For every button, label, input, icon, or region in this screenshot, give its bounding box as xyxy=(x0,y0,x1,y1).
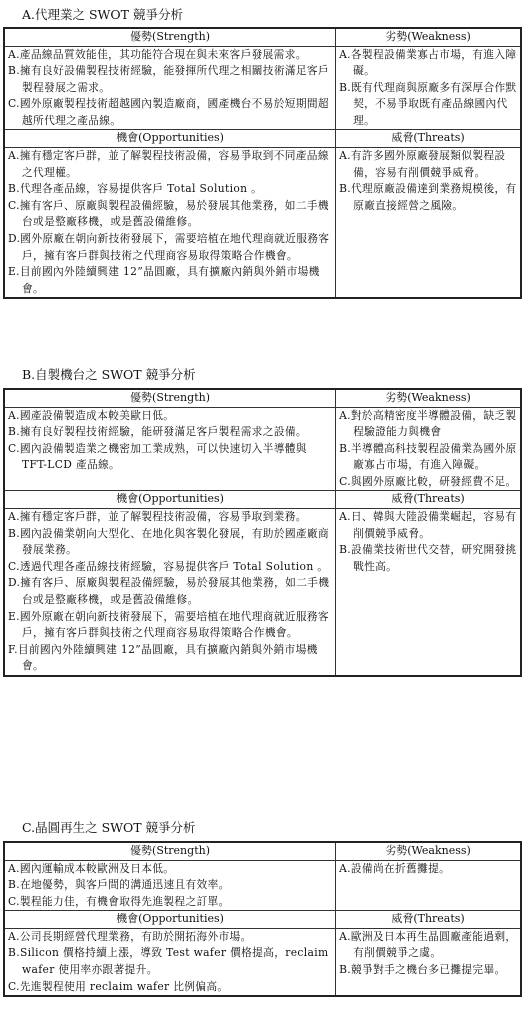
strength-item: A.產品線品質效能佳，其功能符合現在與未來客戶發展需求。 xyxy=(8,47,307,61)
strength-cell xyxy=(4,46,336,130)
strength-item: B.在地優勢，與客戶間的溝通迅速且有效率。 xyxy=(8,878,230,892)
section-a-title: A.代理業之 SWOT 競爭分析 xyxy=(22,7,183,22)
opportunity-header: 機會(Opportunities) xyxy=(4,911,336,929)
threat-cell xyxy=(336,508,521,675)
weakness-item: A.對於高精密度半導體設備，缺乏製程驗證能力與機會 xyxy=(339,408,517,439)
weakness-header: 劣勢(Weakness) xyxy=(336,842,521,860)
strength-item: B.擁有良好設備製程技術經驗，能發揮所代理之相關技術滿足客戶製程發展之需求。 xyxy=(8,64,330,94)
threat-header: 威脅(Threats) xyxy=(336,911,521,929)
threat-item: A.歐洲及日本再生晶圓廠產能過剩，有削價競爭之虞。 xyxy=(339,929,517,960)
opportunity-item: A.擁有穩定客戶群，並了解製程技術設備，容易爭取到業務。 xyxy=(8,509,307,523)
weakness-item: B.半導體高科技製程設備業為國外原廠寡占市場，有進入障礙。 xyxy=(339,441,517,472)
opportunity-item: C.透過代理各產品線技術經驗，容易提供客戶 Total Solution 。 xyxy=(8,559,329,573)
opportunity-item: A.公司長期經營代理業務，有助於開拓海外市場。 xyxy=(8,929,252,943)
opportunity-header: 機會(Opportunities) xyxy=(4,491,336,509)
weakness-cell xyxy=(336,860,521,911)
opportunity-item: B.代理各產品線，容易提供客戶 Total Solution 。 xyxy=(8,182,263,196)
opportunity-item: E.國外原廠在朝向新技術發展下，需要培植在地代理商就近服務客戶，擁有客戶群與技術之代理商容易取得策略合作機會。 xyxy=(8,609,329,640)
weakness-header: 劣勢(Weakness) xyxy=(336,389,521,407)
threat-item: B.代理原廠設備達到業務規模後，有原廠直接經營之風險。 xyxy=(339,182,517,212)
opportunity-item: D.擁有客戶、原廠與製程設備經驗，易於發展其他業務，如二手機台或是整廠移機，或是舊設備維修。 xyxy=(8,576,330,606)
strength-item: A.國內運輸成本較歐洲及日本低。 xyxy=(8,861,175,875)
opportunity-item: E.目前國內外陸續興建 12”晶圓廠，具有擴廠內銷與外銷市場機會。 xyxy=(8,265,320,295)
strength-header: 優勢(Strength) xyxy=(4,28,336,46)
opportunity-item: B.Silicon 價格持續上漲，導致 Test wafer 價格提高，reclaim wafer 使用率亦跟著提升。 xyxy=(8,946,329,976)
weakness-item: B.既有代理商與原廠多有深厚合作默契，不易爭取既有產品線國內代理。 xyxy=(339,80,517,127)
threat-item: A.日、韓與大陸設備業崛起，容易有削價競爭威脅。 xyxy=(339,509,517,540)
threat-cell xyxy=(336,928,521,996)
threat-item: B.設備業技術世代交替，研究開發挑戰性高。 xyxy=(339,543,517,573)
opportunity-cell xyxy=(4,508,336,675)
weakness-item: A.各製程設備業寡占市場，有進入障礙。 xyxy=(339,47,517,78)
weakness-cell xyxy=(336,46,521,130)
strength-item: C.製程能力佳，有機會取得先進製程之訂單。 xyxy=(8,894,230,908)
weakness-item: C.與國外原廠比較，研發經費不足。 xyxy=(339,474,517,488)
strength-header: 優勢(Strength) xyxy=(4,389,336,407)
strength-cell xyxy=(4,407,336,491)
swot-table-b xyxy=(3,388,522,677)
strength-item: C.國外原廠製程技術超越國內製造廠商，國產機台不易於短期間超越所代理之產品線。 xyxy=(8,97,329,127)
opportunity-cell xyxy=(4,928,336,996)
strength-item: B.擁有良好製程技術經驗，能研發滿足客戶製程需求之設備。 xyxy=(8,425,307,439)
opportunity-item: F.目前國內外陸續興建 12”晶圓廠，具有擴廠內銷與外銷市場機會。 xyxy=(8,642,318,673)
opportunity-cell xyxy=(4,147,336,298)
threat-header: 威脅(Threats) xyxy=(336,130,521,148)
opportunity-item: C.先進製程使用 reclaim wafer 比例偏高。 xyxy=(8,979,229,993)
section-b-title: B.自製機台之 SWOT 競爭分析 xyxy=(22,367,196,382)
opportunity-item: D.國外原廠在朝向新技術發展下，需要培植在地代理商就近服務客戶，擁有客戶群與技術之代理商容易取得策略合作機會。 xyxy=(8,231,330,262)
weakness-header: 劣勢(Weakness) xyxy=(336,28,521,46)
threat-item: A.有許多國外原廠發展類似製程設備，容易有削價競爭威脅。 xyxy=(339,148,506,179)
opportunity-item: B.國內設備業朝向大型化、在地化與客製化發展，有助於國產廠商發展業務。 xyxy=(8,526,330,557)
opportunity-item: A.擁有穩定客戶群，並了解製程技術設備，容易爭取到不同產品線之代理權。 xyxy=(8,148,329,179)
section-c-title: C.晶圓再生之 SWOT 競爭分析 xyxy=(22,820,196,835)
weakness-cell xyxy=(336,407,521,491)
strength-cell xyxy=(4,860,336,911)
strength-item: A.國產設備製造成本較美歐日低。 xyxy=(8,408,175,422)
strength-item: C.國內設備製造業之機密加工業成熟，可以快速切入半導體與 TFT-LCD 產品線。 xyxy=(8,441,307,472)
weakness-item: A.設備尚在折舊攤提。 xyxy=(339,861,451,875)
opportunity-header: 機會(Opportunities) xyxy=(4,130,336,148)
threat-item: B.競爭對手之機台多已攤提完畢。 xyxy=(339,962,506,976)
threat-cell xyxy=(336,147,521,298)
threat-header: 威脅(Threats) xyxy=(336,491,521,509)
strength-header: 優勢(Strength) xyxy=(4,842,336,860)
swot-table-a xyxy=(3,27,522,299)
swot-table-c xyxy=(3,841,522,997)
opportunity-item: C.擁有客戶、原廠與製程設備經驗，易於發展其他業務，如二手機台或是整廠移機，或是舊設備維修。 xyxy=(8,198,329,229)
